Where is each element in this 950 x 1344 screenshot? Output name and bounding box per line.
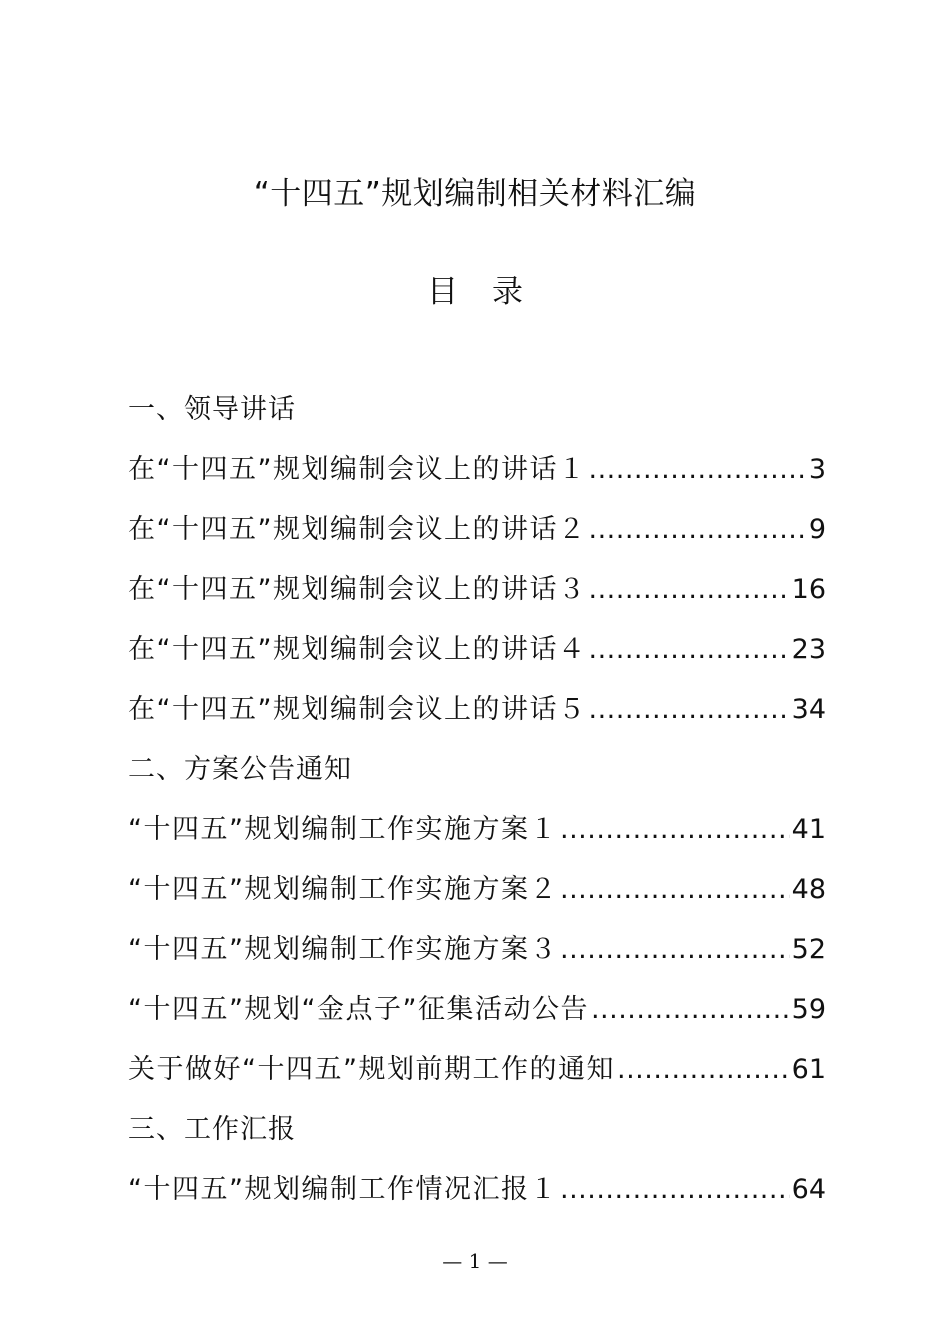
toc-page-number: 52 <box>791 934 826 965</box>
toc-entry <box>128 806 826 866</box>
toc-page-number: 48 <box>791 874 826 905</box>
toc-page-number: 64 <box>791 1174 826 1205</box>
toc-entry <box>128 686 826 746</box>
toc-entry <box>128 866 826 926</box>
toc-entry-title: “十四五”规划“金点子”征集活动公告 <box>128 994 589 1025</box>
toc-section-heading <box>128 1106 826 1166</box>
toc-entry-title: “十四五”规划编制工作情况汇报１ <box>128 1174 558 1205</box>
toc-entry <box>128 1046 826 1106</box>
table-of-contents <box>128 386 826 1226</box>
toc-section-label: 二、方案公告通知 <box>128 754 352 785</box>
toc-entry-title: 在“十四五”规划编制会议上的讲话１ <box>128 454 587 485</box>
toc-dot-leader <box>560 866 790 914</box>
toc-entry <box>128 446 826 506</box>
toc-page-number: 61 <box>791 1054 826 1085</box>
toc-entry-title: “十四五”规划编制工作实施方案２ <box>128 874 558 905</box>
toc-dot-leader <box>588 506 806 554</box>
toc-entry-title: “十四五”规划编制工作实施方案１ <box>128 814 558 845</box>
toc-heading: 目录 <box>427 274 557 310</box>
toc-entry <box>128 566 826 626</box>
toc-page-number: 9 <box>808 514 826 545</box>
toc-page-number: 16 <box>791 574 826 605</box>
toc-entry <box>128 506 826 566</box>
toc-dot-leader <box>560 926 790 974</box>
toc-page-number: 3 <box>808 454 826 485</box>
toc-page-number: 59 <box>791 994 826 1025</box>
toc-dot-leader <box>588 626 789 674</box>
toc-section-heading <box>128 746 826 806</box>
toc-entry-title: 在“十四五”规划编制会议上的讲话４ <box>128 634 587 665</box>
toc-dot-leader <box>588 686 789 734</box>
toc-dot-leader <box>588 566 789 614</box>
toc-entry <box>128 626 826 686</box>
toc-entry <box>128 926 826 986</box>
toc-dot-leader <box>617 1046 790 1094</box>
toc-dot-leader <box>591 986 790 1034</box>
toc-section-label: 三、工作汇报 <box>128 1114 296 1145</box>
toc-dot-leader <box>588 446 806 494</box>
toc-entry-title: 在“十四五”规划编制会议上的讲话３ <box>128 574 587 605</box>
toc-page-number: 23 <box>791 634 826 665</box>
toc-entry <box>128 1166 826 1226</box>
toc-page-number: 41 <box>791 814 826 845</box>
toc-entry-title: 在“十四五”规划编制会议上的讲话２ <box>128 514 587 545</box>
document-title: “十四五”规划编制相关材料汇编 <box>253 176 697 212</box>
toc-entry-title: 在“十四五”规划编制会议上的讲话５ <box>128 694 587 725</box>
toc-dot-leader <box>560 1166 790 1214</box>
toc-entry-title: 关于做好“十四五”规划前期工作的通知 <box>128 1054 615 1085</box>
toc-dot-leader <box>560 806 790 854</box>
toc-section-label: 一、领导讲话 <box>128 394 296 425</box>
toc-entry-title: “十四五”规划编制工作实施方案３ <box>128 934 558 965</box>
toc-entry <box>128 986 826 1046</box>
page-number: — 1 — <box>442 1249 508 1273</box>
toc-page-number: 34 <box>791 694 826 725</box>
toc-section-heading <box>128 386 826 446</box>
